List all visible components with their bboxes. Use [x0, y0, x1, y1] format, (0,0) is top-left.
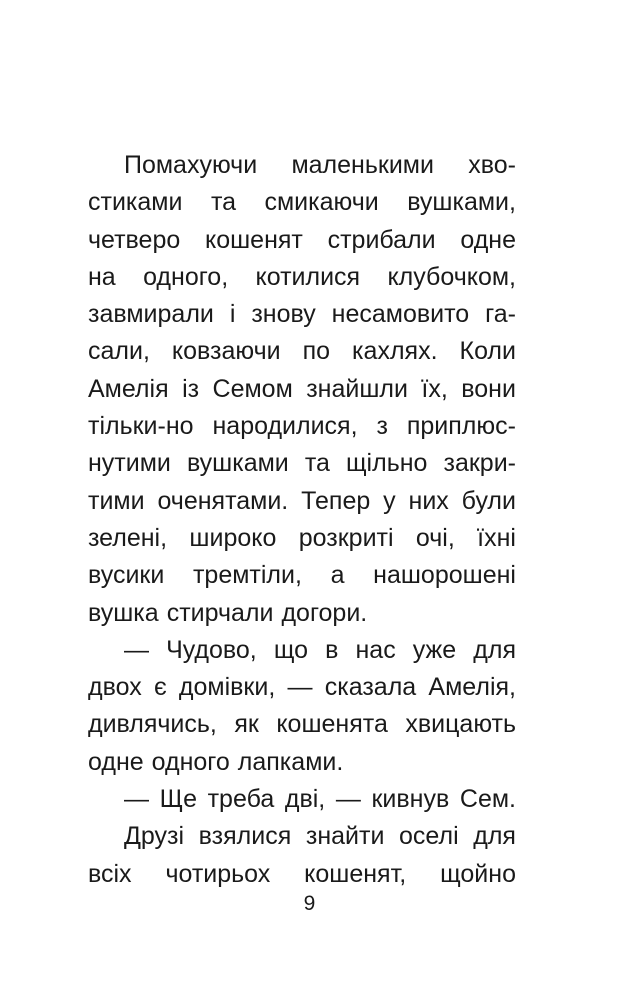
word: знайти	[305, 822, 385, 851]
body-text	[88, 147, 516, 893]
text-line	[88, 818, 516, 855]
word: широко	[189, 523, 277, 552]
word: кошенята	[276, 710, 388, 739]
word: що	[273, 635, 309, 664]
text-line	[88, 147, 516, 184]
word: дивлячись,	[88, 710, 217, 739]
word: є	[153, 673, 167, 702]
text-line	[88, 781, 516, 818]
word: оселі	[399, 822, 459, 851]
text-line	[88, 408, 516, 445]
word: Ще	[159, 785, 197, 814]
word: дві,	[284, 785, 326, 814]
word: кивнув	[371, 785, 450, 814]
word: —	[124, 785, 149, 814]
word: одного,	[143, 262, 229, 291]
word: одного	[151, 747, 230, 776]
text-line	[88, 744, 516, 781]
word: нутими	[88, 449, 171, 478]
word: —	[287, 673, 313, 702]
word: зелені,	[88, 523, 168, 552]
word: котилися	[255, 262, 361, 291]
word: Амелія	[88, 374, 169, 403]
word: Сем.	[459, 785, 516, 814]
word: Коли	[459, 337, 516, 366]
word: хво-	[468, 151, 516, 179]
word: і	[229, 300, 236, 329]
word: двох	[88, 673, 142, 702]
word: стиками	[88, 188, 183, 217]
word: та	[304, 449, 330, 478]
word: народилися,	[212, 412, 358, 441]
word: були	[461, 486, 516, 515]
word: стрибали	[327, 225, 436, 254]
text-line	[88, 706, 516, 743]
word: смикаючи	[264, 188, 379, 217]
word: сали,	[88, 337, 150, 366]
word: всіх	[88, 859, 132, 888]
text-line	[88, 184, 516, 221]
word: кошенят,	[304, 859, 407, 888]
word: вушка	[88, 598, 159, 627]
word: нас	[355, 635, 396, 664]
word: по	[302, 337, 331, 366]
word: знайшли	[306, 374, 408, 403]
word: хвицають	[405, 710, 516, 739]
word: кошенят	[204, 225, 303, 254]
word: із	[182, 374, 200, 403]
word: вушками	[186, 449, 289, 478]
word: Друзі	[124, 822, 185, 851]
word: одне	[88, 747, 144, 776]
word: з	[376, 412, 388, 441]
word: очі,	[415, 523, 455, 552]
text-line	[88, 259, 516, 296]
text-line	[88, 222, 516, 259]
word: взялися	[198, 822, 292, 851]
word: знову	[251, 300, 316, 329]
word: Семом	[212, 374, 293, 403]
word: клубочком,	[387, 262, 516, 291]
word: кахлях.	[352, 337, 438, 366]
text-line	[88, 557, 516, 594]
word: вони	[461, 374, 516, 403]
word: тремтіли,	[192, 561, 302, 590]
word: щойно	[440, 859, 516, 888]
word: —	[335, 785, 361, 814]
text-line	[88, 595, 516, 632]
word: несамовито	[331, 300, 470, 329]
word: щільно	[345, 449, 428, 478]
word: для	[473, 822, 516, 851]
word: як	[234, 710, 259, 739]
word: завмирали	[88, 300, 214, 329]
page-number: 9	[303, 892, 316, 915]
text-line	[88, 856, 516, 893]
word: догори.	[281, 598, 368, 627]
word: тими	[88, 486, 145, 515]
word: та	[210, 188, 237, 217]
word: сказала	[324, 673, 417, 702]
word: їхні	[477, 523, 516, 552]
word: приплюс-	[406, 412, 516, 441]
word: Чудово,	[166, 635, 257, 664]
word: закри-	[443, 449, 516, 478]
text-line	[88, 483, 516, 520]
word: треба	[207, 785, 275, 814]
word: стирчали	[166, 598, 274, 627]
word: для	[473, 635, 516, 664]
text-line	[88, 632, 516, 669]
word: них	[408, 486, 449, 515]
word: Тепер	[301, 486, 371, 515]
word: в	[325, 635, 339, 664]
word: лапками.	[237, 747, 344, 776]
text-line	[88, 333, 516, 370]
word: Амелія,	[428, 673, 516, 702]
text-line	[88, 296, 516, 333]
word: четверо	[88, 225, 181, 254]
word: га-	[485, 300, 516, 329]
word: тільки-но	[88, 412, 194, 441]
word: уже	[412, 635, 457, 664]
word: нашорошені	[373, 561, 516, 590]
word: одне	[460, 225, 516, 254]
word: їх,	[421, 374, 448, 403]
word: розкриті	[298, 523, 394, 552]
word: маленькими	[291, 151, 434, 179]
word: а	[330, 561, 345, 590]
word: на	[88, 262, 116, 291]
word: чотирьох	[165, 859, 271, 888]
text-line	[88, 371, 516, 408]
text-line	[88, 445, 516, 482]
word: вусики	[88, 561, 165, 590]
word: оченятами.	[157, 486, 289, 515]
word: —	[124, 635, 149, 664]
word: Помахуючи	[124, 151, 258, 179]
word: у	[383, 486, 396, 515]
word: вушками,	[407, 188, 516, 217]
text-line	[88, 669, 516, 706]
word: ковзаючи	[171, 337, 281, 366]
text-line	[88, 520, 516, 557]
word: домівки,	[178, 673, 276, 702]
